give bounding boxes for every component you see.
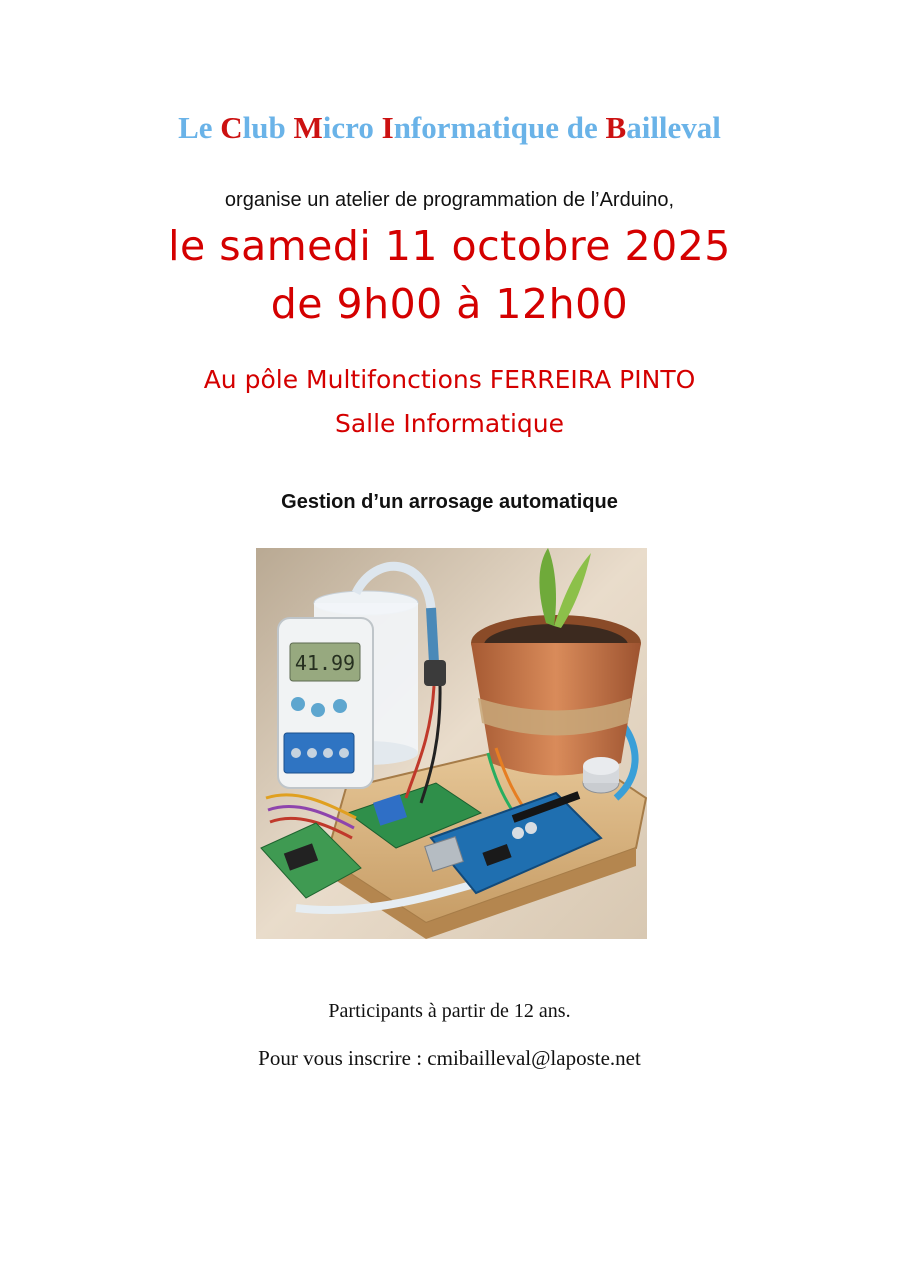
participants-age: Participants à partir de 12 ans.	[328, 1000, 571, 1022]
workshop-topic: Gestion d’un arrosage automatique	[281, 491, 618, 513]
club-title-initial: I	[381, 110, 394, 145]
club-title-segment: Le	[178, 110, 221, 145]
club-title-initial: B	[605, 110, 627, 145]
event-time: de 9h00 à 12h00	[270, 280, 629, 328]
event-venue: Au pôle Multifonctions FERREIRA PINTO	[203, 365, 696, 394]
registration-info: Pour vous inscrire : cmibailleval@laposte.net	[258, 1046, 641, 1070]
club-title-initial: M	[293, 110, 323, 145]
club-title	[0, 108, 899, 148]
club-title-segment: ailleval	[626, 110, 721, 145]
event-room: Salle Informatique	[334, 409, 565, 438]
event-date: le samedi 11 octobre 2025	[168, 222, 731, 270]
club-title-segment: icro	[322, 110, 382, 145]
club-title-segment: lub	[242, 110, 294, 145]
arduino-watering-illustration	[256, 548, 647, 939]
club-title-initial: C	[220, 110, 243, 145]
display-reading: 41.99	[294, 651, 356, 675]
club-title-segment: nformatique de	[393, 110, 606, 145]
intro-text: organise un atelier de programmation de l’Arduino,	[224, 189, 675, 211]
